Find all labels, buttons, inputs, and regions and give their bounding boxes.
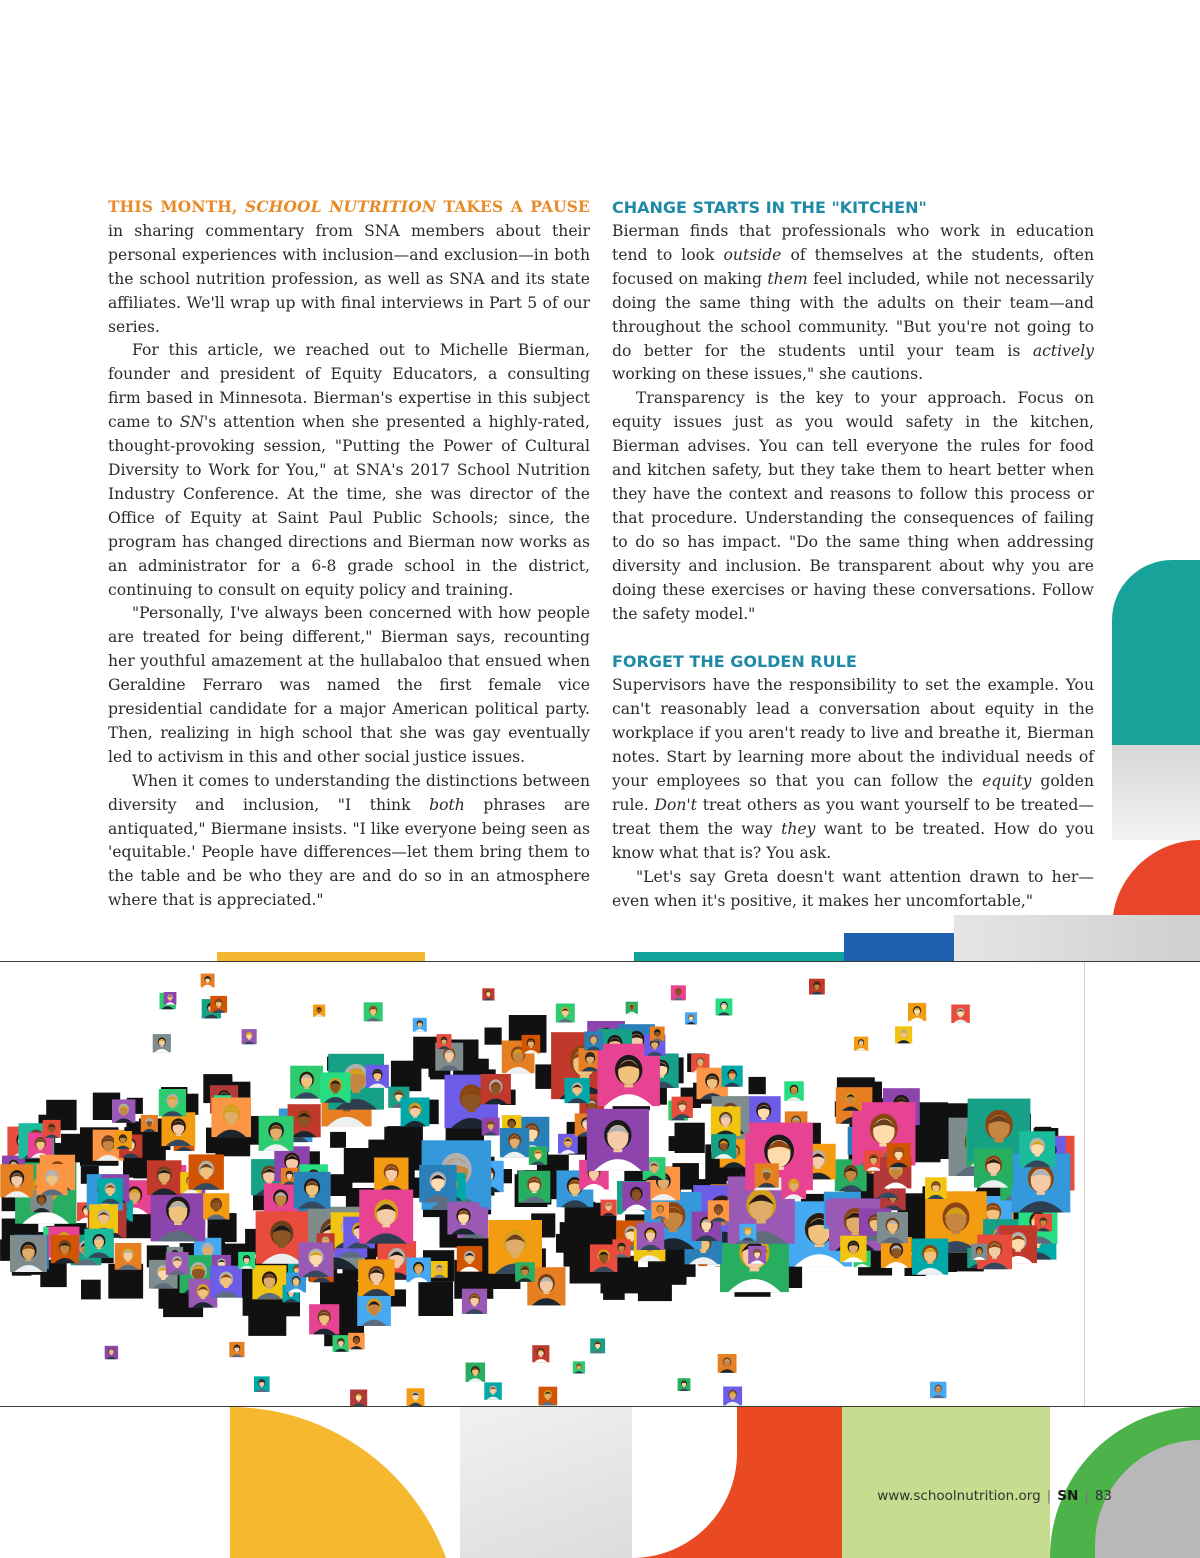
avatar-tile [166,1252,189,1275]
backdrop-tile [749,1077,766,1094]
k1-b: of themselves at the students, often focused on making [612,245,1094,288]
avatar-tile [718,1354,737,1373]
avatar-tile [141,1115,158,1132]
avatar-tile [151,1187,206,1242]
kitchen-paragraph-2: Transparency is the key to your approach. Focus on equity issues just as you would safety in the kitchen, Bierman advises. You can tell everyone the rules for food and kitchen safety, but they take them to heart better when they have the context and reasons to follow this process or that procedure. Understanding the consequences of failing to do so has impact. "Do the same thing when addressing diversity and inclusion. Be transparent about why you are doing these exercises or having these conversations. Follow the safety model." [612,389,1094,623]
k1-c: feel included, while not necessarily doing the same thing with the adults on their team—and throughout the school community. "But you're not going to do better for the students until your team is [612,269,1094,360]
paragraph-3: "Personally, I've always been concerned with how people are treated for being different," Bierman says, recounting her youthful amazement at the hullabaloo that ensued when Geraldine Ferraro was named the first female vice presidential candidate for a major American political party. Then, realizing in high school that she was gay eventually led to activism in this and other social justice issues. [108,604,590,766]
avatar-tile [115,1243,142,1270]
avatar-tile [908,1003,926,1021]
avatar-tile [887,1143,911,1167]
avatar-tile [500,1128,529,1157]
avatar-tile [722,1066,743,1087]
p2-italic: SN [179,413,205,432]
avatar-tile [229,1342,244,1357]
avatar-tile [877,1212,908,1243]
bottom-grey-curve [460,1407,632,1558]
page-footer [877,1488,1112,1504]
avatar-tile [431,1261,448,1278]
avatar-tile [711,1107,741,1137]
avatar-tile [650,1027,665,1042]
avatar-tile [622,1182,650,1210]
k1-a: Bierman finds that professionals who work in education tend to look [612,222,1094,264]
avatar-tile [481,1074,511,1104]
avatar-tile [374,1158,408,1192]
g1-b: golden rule. [612,772,1094,814]
avatar-tile [587,1109,649,1171]
avatar-tile [482,988,494,1000]
avatar-tile [711,1134,736,1159]
backdrop-tile [248,1298,286,1336]
g1-d: want to be treated. How do you know what that is? You ask. [612,819,1095,862]
avatar-tile [565,1078,590,1103]
avatar-tile [739,1224,756,1241]
avatar-tile [112,1099,135,1122]
avatar-tile [573,1361,585,1373]
avatar-tile [348,1333,365,1350]
avatar-tile [350,1390,367,1407]
avatar-tile [0,1164,33,1197]
avatar-tile [105,1346,118,1359]
left-column [108,196,590,913]
avatar-tile [457,1246,483,1272]
avatar-tile [51,1235,79,1263]
avatar-tile [320,1072,350,1102]
g1-i1: equity [982,772,1032,791]
avatar-tile [98,1178,123,1203]
avatar-tile [313,1005,325,1017]
p4-text-b: phrases are antiquated," Biermane insists. "I like everyone being seen as 'equitable.' People have differences—let them bring them to the table and be who they are and do so in an atmosphere where that is appreciated." [108,795,590,910]
avatar-tile [716,999,733,1016]
avatar-tile [159,1089,186,1116]
backdrop-tile [81,1280,101,1300]
heading-golden-rule: FORGET THE GOLDEN RULE [612,652,857,672]
p2-text-a: For this article, we reached out to Michelle Bierman, founder and president of Equity Educators, a consulting firm based in Minnesota. Bierman's expertise in this subject came to [108,341,590,432]
bottom-green-block [842,1407,1050,1558]
avatar-tile [210,1266,242,1298]
top-strip-yellow [217,952,425,961]
p4-text-a: When it comes to understanding the distinctions between diversity and inclusion, "I think [108,771,590,814]
g1-i3: they [781,819,816,838]
avatar-tile [781,1174,806,1199]
avatar-tile [930,1382,946,1398]
avatar-tile [951,1005,970,1024]
avatar-tile [895,1026,912,1043]
k1-i1: outside [723,245,782,264]
teal-wedge-shape [1112,560,1200,745]
avatar-tile [971,1244,987,1260]
lead-suffix: TAKES A PAUSE [436,198,590,216]
avatar-tile [671,985,686,1000]
avatar-tile [484,1382,502,1400]
avatar-tile [532,1345,549,1362]
backdrop-tile [330,1132,346,1148]
avatar-tile [406,1258,431,1283]
avatar-tile [211,1098,251,1138]
intro-paragraph [108,196,590,339]
avatar-tile [419,1165,456,1202]
avatar-tile [407,1388,425,1406]
avatar-tile [539,1387,558,1406]
avatar-tile [164,992,177,1005]
avatar-tile [612,1239,630,1257]
section-gap [612,626,1094,650]
g1-i2: Don't [654,795,697,814]
backdrop-tile [485,1028,502,1045]
avatar-tile [114,1131,132,1149]
golden-paragraph-2: "Let's say Greta doesn't want attention drawn to her—even when it's positive, it makes her uncomfortable," [612,867,1094,910]
p4-italic: both [429,795,465,814]
avatar-tile [462,1289,487,1314]
avatar-tile [357,1292,391,1326]
avatar-tile [364,1002,383,1021]
avatar-tile [840,1236,866,1262]
intro-text: in sharing commentary from SNA members about their personal experiences with inclusion—and exclusion—in both the school nutrition profession, as well as SNA and its state affiliates. We'll wrap up with final interviews in Part 5 of our series. [108,221,590,336]
avatar-tile [366,1065,389,1088]
avatar-tile [652,1202,670,1220]
p2-text-b: 's attention when she presented a highly-rated, thought-provoking session, "Putting the Power of Cultural Diversity to Work for You," at SNA's 2017 School Nutrition Industry Conference. At the time, she was director of the Office of Equity at Saint Paul Public Schools; since, the program has changed directions and Bierman now works as an administrator for a 6-8 grade school in the district, continuing to consult on equity policy and training. [108,413,590,599]
avatar-tile [10,1235,47,1272]
avatar-tile [854,1037,868,1051]
avatar-tile [584,1032,603,1051]
avatar-tile [590,1338,605,1353]
backdrop-tile [418,1281,453,1316]
avatar-tile [466,1363,486,1383]
avatar-tile [672,1097,693,1118]
avatar-tile [43,1120,61,1138]
avatar-tile [447,1202,479,1234]
avatar-tile [558,1134,578,1154]
avatar-tile [974,1149,1013,1188]
right-column [612,196,1094,913]
avatar-tile [294,1172,331,1209]
footer-magazine-mark: SN [1057,1488,1079,1504]
avatar-tile [912,1239,948,1275]
avatar-tile [784,1081,804,1101]
footer-url[interactable]: www.schoolnutrition.org [877,1488,1041,1504]
avatar-tile [358,1259,395,1296]
k1-i3: actively [1032,341,1094,360]
avatar-tile [84,1229,113,1258]
avatar-tile [254,1376,270,1392]
avatar-tile [1035,1214,1053,1232]
avatar-tile [259,1116,294,1151]
avatar-tile [482,1118,500,1136]
avatar-tile [522,1035,541,1054]
avatar-tile [809,979,825,995]
avatar-tile [189,1154,224,1189]
top-strip-grey [954,915,1200,961]
page-number: 83 [1094,1488,1112,1504]
top-strip-blue [844,933,954,961]
lead-in [108,198,590,216]
avatar-tile [515,1262,535,1282]
avatar-tile [299,1242,334,1277]
backdrop-tile [384,1127,408,1151]
avatar-tile [755,1163,779,1187]
avatar-tile [201,974,215,988]
g1-c: treat others as you want yourself to be treated—treat them the way [612,795,1094,838]
g1-a: Supervisors have the responsibility to set the example. You can't reasonably lead a conversation about equity in the workplace if you aren't ready to live and breathe it, Bierman notes. Start by learning more about the individual needs of your employees so that you can follow the [612,676,1094,791]
grey-band-shape [1112,745,1200,840]
avatar-tile [529,1147,547,1165]
paragraph-4 [108,770,590,913]
lead-italic: SCHOOL NUTRITION [245,198,437,216]
avatar-tile [1019,1131,1055,1167]
top-strip-teal [634,952,844,961]
avatar-tile [203,1193,229,1219]
backdrop-tile [331,1174,353,1196]
avatar-tile [309,1304,339,1334]
avatar-tile [637,1223,665,1251]
avatar-tile [242,1029,257,1044]
avatar-tile [437,1034,452,1049]
avatar-tile [252,1265,286,1299]
avatar-tile [723,1387,742,1406]
heading-kitchen: CHANGE STARTS IN THE "KITCHEN" [612,198,927,217]
avatar-tile [147,1160,182,1195]
avatar-tile [748,1246,766,1264]
kitchen-paragraph-1 [612,220,1094,387]
avatar-tile [626,1002,638,1014]
k1-i2: them [767,269,808,288]
crowd-illustration [0,961,1200,1407]
avatar-tile [359,1190,413,1244]
avatar-tile [210,996,227,1013]
footer-separator: | [1046,1488,1052,1504]
avatar-tile [401,1098,430,1127]
avatar-tile [839,1088,862,1111]
avatar-tile [333,1335,350,1352]
avatar-tile [678,1378,691,1391]
avatar-tile [153,1034,171,1052]
avatar-tile [601,1200,617,1216]
lead-prefix: THIS MONTH, [108,198,246,216]
avatar-tile [518,1171,550,1203]
paragraph-2 [108,339,590,602]
avatar-tile [162,1112,196,1146]
backdrop-tile [675,1123,705,1153]
avatar-tile [925,1177,947,1199]
avatar-tile [290,1066,323,1099]
k1-d: working on these issues," she cautions. [612,365,924,384]
footer-separator-2: | [1084,1488,1089,1504]
avatar-tile [36,1164,67,1195]
avatar-tile [238,1252,255,1269]
avatar-tile [413,1018,427,1032]
golden-paragraph-1 [612,674,1094,865]
illustration-divider [1084,962,1085,1406]
bottom-yellow-circle [230,1407,460,1558]
avatar-tile [685,1012,697,1024]
avatar-tile [708,1200,729,1221]
crowd-avatar-mosaic [0,962,1090,1406]
avatar-tile [556,1004,575,1023]
